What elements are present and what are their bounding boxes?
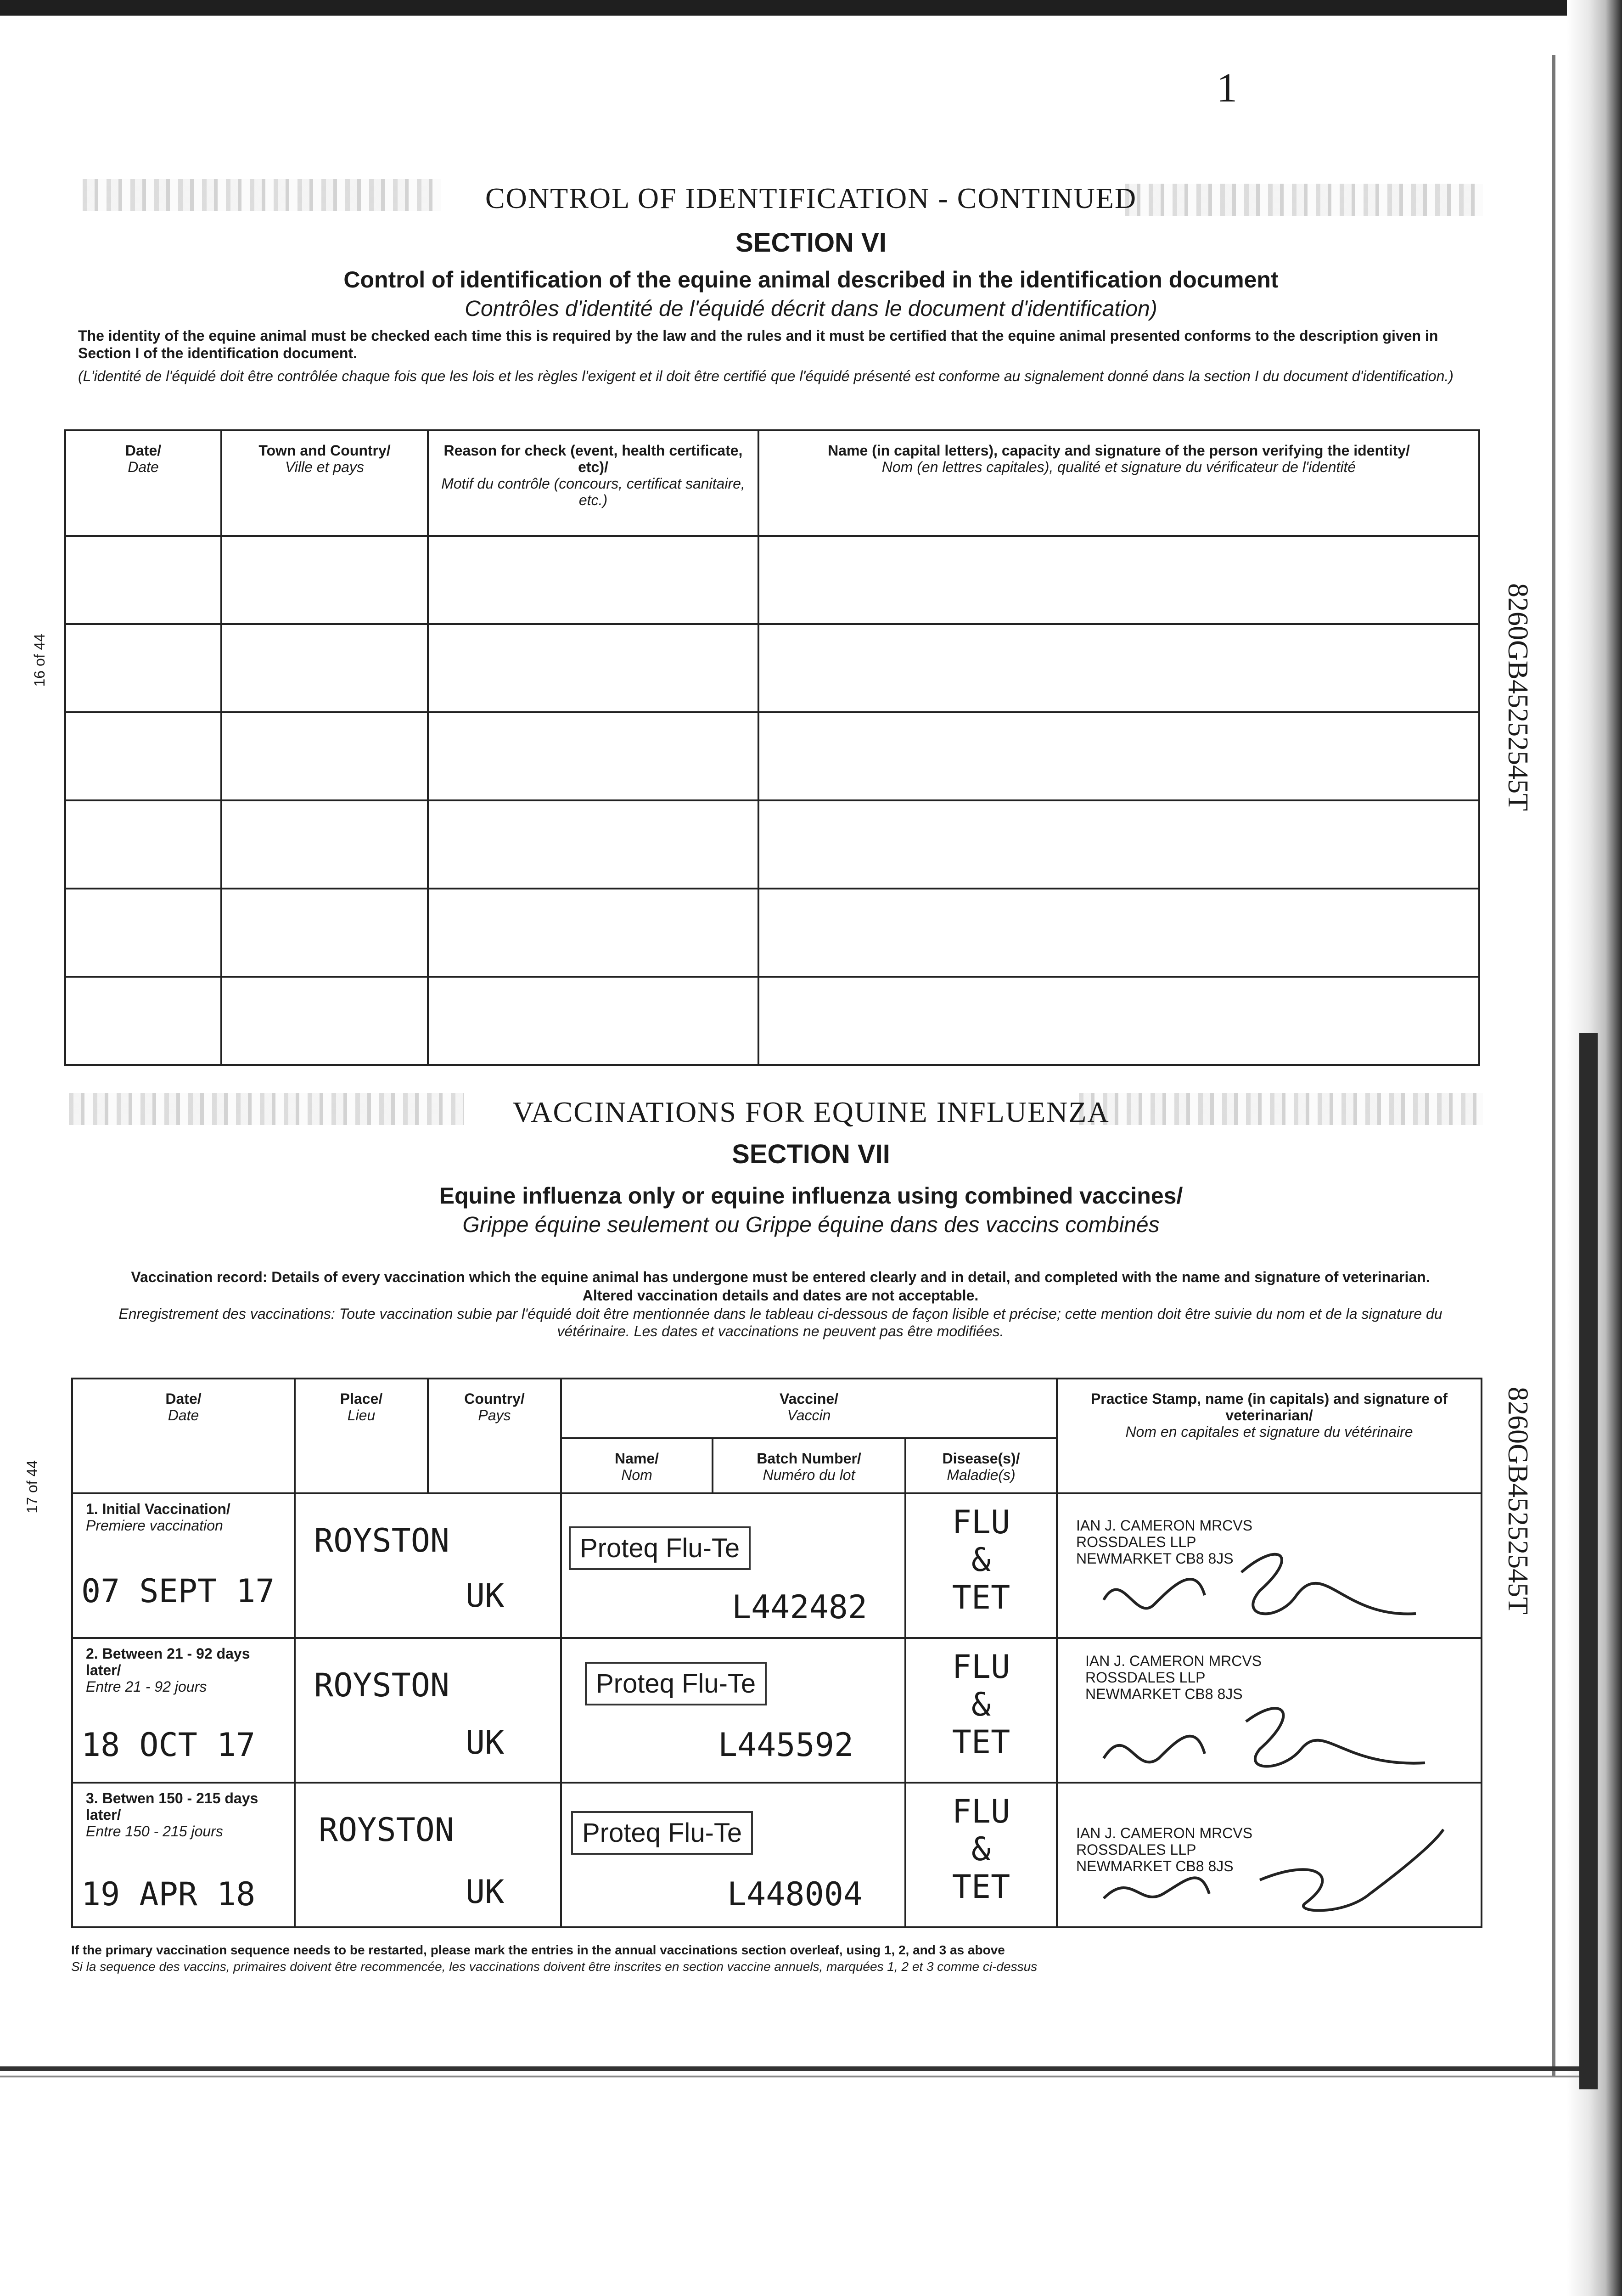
handwritten-country: UK <box>466 1724 505 1761</box>
handwritten-place: ROYSTON <box>314 1666 450 1704</box>
col-verifier: Name (in capital letters), capacity and signature of the person verifying the identity/ Nom (en lettres capitales), qualité et signature du vérificateur de l'identité <box>758 430 1479 536</box>
scan-bottom-edge <box>0 2066 1579 2071</box>
section7-banner: VACCINATIONS FOR EQUINE INFLUENZA <box>512 1096 1110 1128</box>
table-cell[interactable] <box>428 536 758 624</box>
col-reason: Reason for check (event, health certificate, etc)/ Motif du contrôle (concours, certificat sanitaire, etc.) <box>428 430 758 536</box>
handwritten-date: 18 OCT 17 <box>81 1726 256 1764</box>
handwritten-batch: L448004 <box>727 1875 863 1913</box>
vet-stamp: IAN J. CAMERON MRCVS ROSSDALES LLP NEWMARKET CB8 8JS <box>1076 1825 1253 1874</box>
scan-top-edge <box>0 0 1622 16</box>
table-cell[interactable] <box>221 624 428 712</box>
table-cell[interactable] <box>65 536 221 624</box>
vet-signature <box>1085 1513 1443 1627</box>
table-cell[interactable] <box>65 977 221 1065</box>
footer-note-fr: Si la sequence des vaccins, primaires doivent être recommencée, les vaccinations doivent être inscrites en section vaccine annuels, marquées 1, 2 et 3 comme ci-dessus <box>71 1959 1038 1974</box>
section6-title-fr: Contrôles d'identité de l'équidé décrit dans le document d'identification) <box>465 297 1157 321</box>
table-cell[interactable] <box>428 624 758 712</box>
handwritten-place: ROYSTON <box>319 1811 455 1849</box>
table-cell[interactable] <box>758 889 1479 977</box>
scan-bottom-edge-2 <box>0 2076 1579 2077</box>
handwritten-batch: L445592 <box>718 1726 854 1764</box>
vaccination-row-3 <box>72 1783 1482 1927</box>
vac-name-batch-cell <box>561 1493 905 1638</box>
passport-number-top: 8260GB45252545T <box>1502 583 1533 811</box>
vac-date-cell: 2. Between 21 - 92 days later/ Entre 21 - 92 jours 18 OCT 17 <box>72 1638 295 1783</box>
vac-stamp-cell <box>1057 1493 1482 1638</box>
vac-name-batch-cell <box>561 1783 905 1927</box>
vac-col-place: Place/ Lieu <box>295 1379 428 1493</box>
table-cell[interactable] <box>758 800 1479 889</box>
table-cell[interactable] <box>65 624 221 712</box>
section6-banner: CONTROL OF IDENTIFICATION - CONTINUED <box>485 182 1137 214</box>
vac-place-country-cell <box>295 1493 561 1638</box>
table-cell[interactable] <box>758 977 1479 1065</box>
vac-place-country-cell <box>295 1783 561 1927</box>
vac-disease-cell: FLU & TET <box>905 1783 1057 1927</box>
vac-stamp-cell <box>1057 1783 1482 1927</box>
section6-note-fr: (L'identité de l'équidé doit être contrôlée chaque fois que les lois et les règles l'exigent et il doit être certifié que l'équidé présenté est conforme au signalement donné dans la section I du document d'identification.) <box>78 368 1454 384</box>
vac-col-stamp: Practice Stamp, name (in capitals) and signature of veterinarian/ Nom en capitales et signature du vétérinaire <box>1057 1379 1482 1493</box>
handwritten-place: ROYSTON <box>314 1522 450 1559</box>
table-cell[interactable] <box>65 800 221 889</box>
table-cell[interactable] <box>758 624 1479 712</box>
identity-check-table <box>64 429 1480 1066</box>
page-number-16: 16 of 44 <box>31 634 48 687</box>
section7-note-en-b: Altered vaccination details and dates are not acceptable. <box>582 1287 979 1304</box>
table-cell[interactable] <box>221 977 428 1065</box>
vet-signature <box>1085 1666 1443 1777</box>
table-cell[interactable] <box>428 800 758 889</box>
vac-date-cell: 3. Betwen 150 - 215 days later/ Entre 150 - 215 jours 19 APR 18 <box>72 1783 295 1927</box>
vac-col-disease: Disease(s)/ Maladie(s) <box>905 1438 1057 1493</box>
col-town-country: Town and Country/ Ville et pays <box>221 430 428 536</box>
vac-col-vaccine: Vaccine/ Vaccin <box>561 1379 1057 1438</box>
handwritten-date: 19 APR 18 <box>81 1875 256 1913</box>
handwritten-country: UK <box>466 1873 505 1911</box>
passport-number-bottom: 8260GB45252545T <box>1502 1387 1533 1615</box>
section7-heading: SECTION VII <box>732 1139 890 1169</box>
section6-heading: SECTION VI <box>735 228 887 258</box>
table-cell[interactable] <box>428 712 758 800</box>
vaccination-row-2 <box>72 1638 1482 1783</box>
vac-col-date: Date/ Date <box>72 1379 295 1493</box>
page-mark: 1 <box>1217 65 1237 111</box>
vac-stamp-cell <box>1057 1638 1482 1783</box>
table-cell[interactable] <box>65 712 221 800</box>
table-cell[interactable] <box>221 800 428 889</box>
vaccine-label-sticker: Proteq Flu-Te <box>585 1662 767 1705</box>
section7-title-en: Equine influenza only or equine influenza using combined vaccines/ <box>439 1183 1183 1209</box>
vac-col-batch: Batch Number/ Numéro du lot <box>713 1438 905 1493</box>
vac-name-batch-cell <box>561 1638 905 1783</box>
section6-note-en: The identity of the equine animal must be checked each time this is required by the law and the rules and it must be certified that the equine animal presented conforms to the description given in Section I of the identification document. <box>78 327 1438 361</box>
vaccination-table <box>71 1378 1482 1928</box>
vac-date-cell: 1. Initial Vaccination/ Premiere vaccination 07 SEPT 17 <box>72 1493 295 1638</box>
page-fold-line <box>1552 55 1555 2076</box>
vac-disease-cell: FLU & TET <box>905 1493 1057 1638</box>
table-cell[interactable] <box>758 536 1479 624</box>
vaccination-row-1 <box>72 1493 1482 1638</box>
handwritten-date: 07 SEPT 17 <box>81 1572 275 1610</box>
table-cell[interactable] <box>221 889 428 977</box>
footer-note-en: If the primary vaccination sequence needs to be restarted, please mark the entries in the annual vaccinations section overleaf, using 1, 2, and 3 as above <box>71 1943 1005 1957</box>
vac-place-country-cell <box>295 1638 561 1783</box>
vet-stamp: IAN J. CAMERON MRCVS ROSSDALES LLP NEWMARKET CB8 8JS <box>1085 1653 1262 1702</box>
table-cell[interactable] <box>428 889 758 977</box>
section7-note-en-a: Vaccination record: Details of every vaccination which the equine animal has undergone must be entered clearly and in detail, and completed with the name and signature of veterinarian. <box>131 1269 1430 1285</box>
vet-signature <box>1085 1802 1462 1921</box>
handwritten-batch: L442482 <box>732 1588 868 1626</box>
vet-stamp: IAN J. CAMERON MRCVS ROSSDALES LLP NEWMARKET CB8 8JS <box>1076 1517 1253 1567</box>
section6-title-en: Control of identification of the equine animal described in the identification document <box>343 267 1279 293</box>
section7-title-fr: Grippe équine seulement ou Grippe équine dans des vaccins combinés <box>462 1213 1160 1237</box>
vac-col-name: Name/ Nom <box>561 1438 713 1493</box>
vaccine-label-sticker: Proteq Flu-Te <box>571 1811 753 1855</box>
vac-disease-cell: FLU & TET <box>905 1638 1057 1783</box>
vaccine-label-sticker: Proteq Flu-Te <box>569 1526 751 1570</box>
table-cell[interactable] <box>758 712 1479 800</box>
handwritten-country: UK <box>466 1577 505 1615</box>
table-cell[interactable] <box>221 712 428 800</box>
page-number-17: 17 of 44 <box>24 1460 40 1514</box>
table-cell[interactable] <box>428 977 758 1065</box>
col-date: Date/ Date <box>65 430 221 536</box>
table-cell[interactable] <box>221 536 428 624</box>
vac-col-country: Country/ Pays <box>428 1379 561 1493</box>
section7-note-fr: Enregistrement des vaccinations: Toute vaccination subie par l'équidé doit être mentionnée dans le tableau ci-dessous de façon lisible et précise; cette mention doit être suivie du nom et de la signature du vétérinaire. Les dates et vaccinations ne peuvent pas être modifiées. <box>118 1306 1442 1339</box>
table-cell[interactable] <box>65 889 221 977</box>
